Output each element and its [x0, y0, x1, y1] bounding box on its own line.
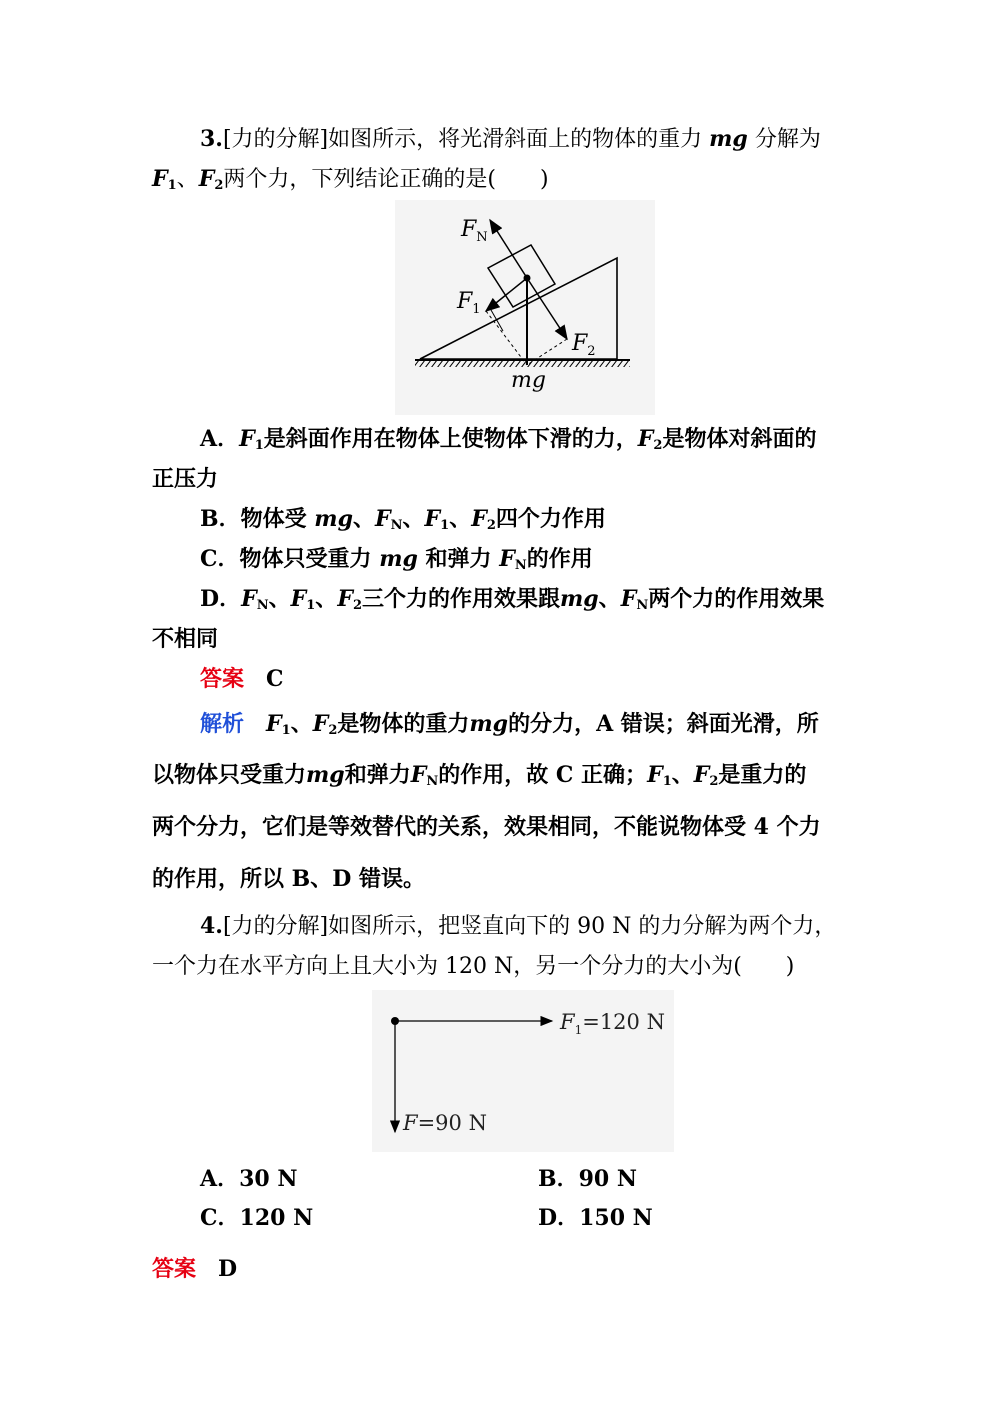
label-f2: $F_2$: [572, 331, 596, 359]
q3-incline-figure: [395, 200, 655, 415]
q4-stem-line2: 一个力在水平方向上且大小为 120 N，另一个分力的大小为( ): [152, 954, 795, 979]
q3-analysis-line3: 两个分力，它们是等效替代的关系，效果相同，不能说物体受 4 个力: [152, 814, 821, 840]
q3-answer: [200, 664, 900, 694]
q3-analysis-line1: 解析 $F_1$、$F_2$是物体的重力mg的分力，A 错误；斜面光滑，所: [200, 711, 819, 738]
label-f1: $F_1$: [457, 289, 481, 317]
q4-option-d: D．150 N: [538, 1205, 653, 1231]
q3-option-a-cont: 正压力: [152, 466, 219, 492]
q3-option-d: D．$F_N$、$F_1$、$F_2$三个力的作用效果跟mg、$F_N$两个力的作用效果: [200, 586, 825, 613]
ground-hatch: [415, 360, 630, 367]
block-center-dot: [524, 275, 531, 282]
answer-label: 答案: [152, 1256, 197, 1282]
answer-label: 答案: [200, 666, 245, 692]
q4-option-a: A．30 N: [200, 1166, 298, 1192]
analysis-label: 解析: [200, 711, 245, 737]
q3-option-d-cont: 不相同: [152, 626, 219, 652]
q4-option-c: C．120 N: [200, 1205, 314, 1231]
q4-option-b: B．90 N: [538, 1166, 637, 1192]
label-fn: $F_N$: [461, 217, 488, 245]
q4-stem-line1: 4.[力的分解]如图所示，把竖直向下的 90 N 的力分解为两个力，: [200, 913, 837, 939]
q4-answer: [152, 1254, 852, 1284]
q3-option-c: C．物体只受重力 mg 和弹力 $F_N$的作用: [200, 546, 593, 573]
answer-value: C: [266, 666, 284, 692]
q3-analysis-line4: 的作用，所以 B、D 错误。: [152, 866, 425, 892]
origin-dot: [391, 1017, 399, 1025]
answer-value: D: [218, 1256, 238, 1282]
label-mg: mg: [511, 368, 546, 393]
q3-analysis-line2: 以物体只受重力mg和弹力$F_N$的作用，故 C 正确；$F_1$、$F_2$是重力的: [152, 762, 807, 789]
q3-stem-line1: 3.[力的分解]如图所示，将光滑斜面上的物体的重力 mg 分解为: [200, 126, 821, 152]
q3-stem-line2: $F_1$、$F_2$两个力，下列结论正确的是( ): [152, 166, 549, 193]
q3-option-b: B．物体受 mg、$F_N$、$F_1$、$F_2$四个力作用: [200, 506, 606, 533]
label-f1-120n: $F_1=120$ N: [560, 1010, 665, 1037]
q4-force-figure: [372, 990, 674, 1152]
q3-option-a: A．$F_1$是斜面作用在物体上使物体下滑的力，$F_2$是物体对斜面的: [200, 426, 817, 453]
label-f-90n: F=90 N: [403, 1111, 487, 1135]
